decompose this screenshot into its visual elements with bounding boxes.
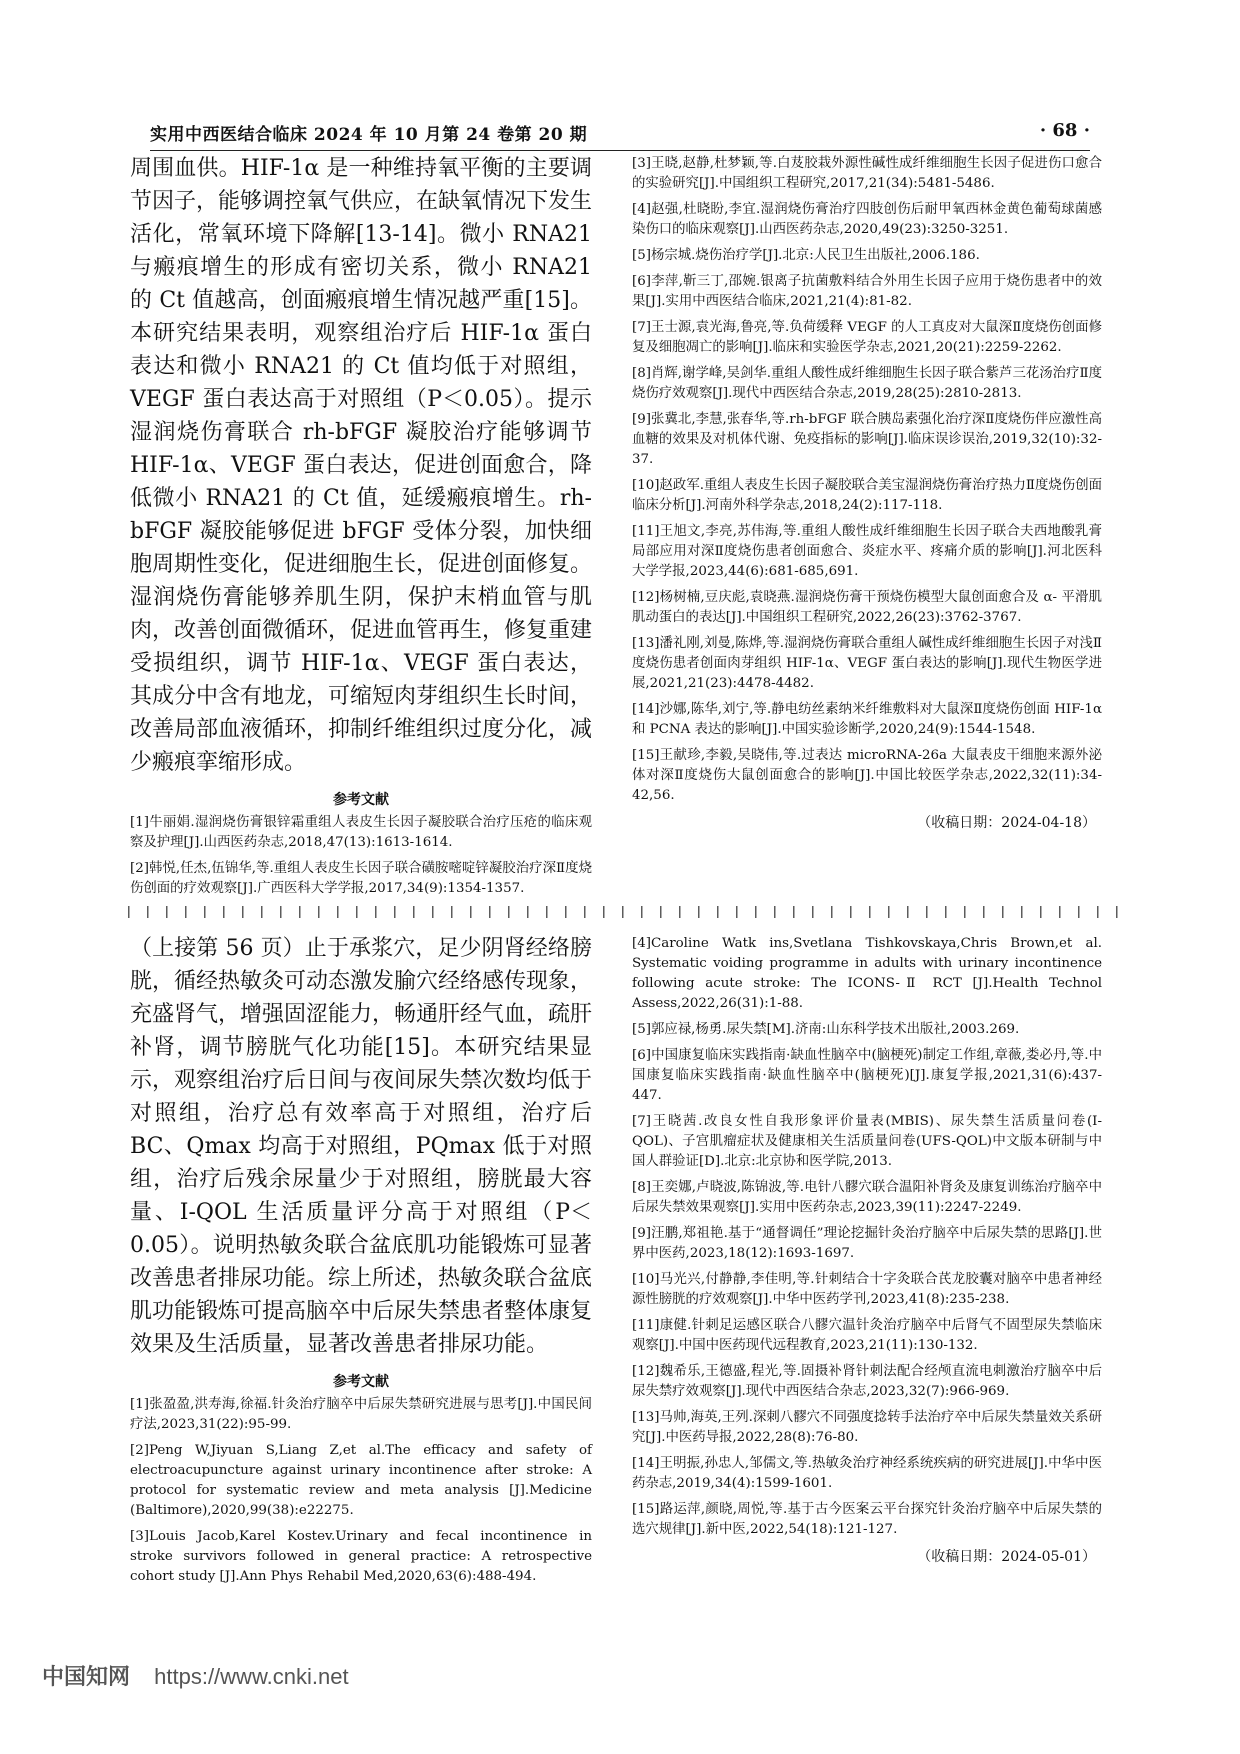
reference-item: [13]马帅,海英,王列.深刺八髎穴不同强度捻转手法治疗卒中后尿失禁量效关系研究[J].中医药导报,2022,28(8):76-80. (632, 1410, 1102, 1445)
reference-item: [4]赵强,杜晓盼,李宜.湿润烧伤膏治疗四肢创伤后耐甲氧西林金黄色葡萄球菌感染伤口的临床观察[J].山西医药杂志,2020,49(23):3250-3251. (632, 202, 1102, 237)
reference-item: [9]汪鹏,郑祖艳.基于“通督调任”理论挖掘针灸治疗脑卒中后尿失禁的思路[J].世界中医药,2023,18(12):1693-1697. (632, 1226, 1102, 1261)
reference-item: [7]王晓茜.改良女性自我形象评价量表(MBIS)、尿失禁生活质量问卷(I-QOL)、子宫肌瘤症状及健康相关生活质量问卷(UFS-QOL)中文版本研制与中国人群验证[D].北京:北京协和医学院,2013. (632, 1114, 1102, 1169)
reference-item: [10]赵政军.重组人表皮生长因子凝胶联合美宝湿润烧伤膏治疗热力Ⅱ度烧伤创面临床分析[J].河南外科学杂志,2018,24(2):117-118. (632, 478, 1102, 513)
header-rule (150, 150, 1090, 151)
reference-item: [11]王旭文,李亮,苏伟海,等.重组人酸性成纤维细胞生长因子联合夫西地酸乳膏局部应用对深Ⅱ度烧伤患者创面愈合、炎症水平、疼痛介质的影响[J].河北医科大学学报,2023,44(6):681-685,691. (632, 524, 1102, 579)
body-paragraph: （上接第 56 页）止于承浆穴，足少阴肾经络膀胱，循经热敏灸可动态激发腧穴经络感传现象，充盛肾气，增强固涩能力，畅通肝经气血，疏肝补肾，调节膀胱气化功能[15]。本研究结果显示，观察组治疗后日间与夜间尿失禁次数均低于对照组，治疗总有效率高于对照组，治疗后 BC、Qmax 均高于对照组，PQmax 低于对照组，治疗后残余尿量少于对照组，膀胱最大容量、I-QOL 生活质量评分高于对照组（P＜0.05）。说明热敏灸联合盆底肌功能锻炼可显著改善患者排尿功能。综上所述，热敏灸联合盆底肌功能锻炼可提高脑卒中后尿失禁患者整体康复效果及生活质量，显著改善患者排尿功能。 (130, 936, 593, 1357)
reference-item: [13]潘礼刚,刘曼,陈烨,等.湿润烧伤膏联合重组人碱性成纤维细胞生长因子对浅Ⅱ度烧伤患者创面肉芽组织 HIF-1α、VEGF 蛋白表达的影响[J].现代生物医学进展,2021,21(23):4478-4482. (632, 636, 1102, 691)
reference-item: [1]张盈盈,洪寿海,徐福.针灸治疗脑卒中后尿失禁研究进展与思考[J].中国民间疗法,2023,31(22):95-99. (130, 1397, 592, 1432)
reference-item: [3]王晓,赵静,杜梦颖,等.白芨胶栽外源性碱性成纤维细胞生长因子促进伤口愈合的实验研究[J].中国组织工程研究,2017,21(34):5481-5486. (632, 156, 1102, 191)
page-number: · 68 · (1039, 120, 1090, 141)
reference-item: [14]王明振,孙忠人,邹儒文,等.热敏灸治疗神经系统疾病的研究进展[J].中华中医药杂志,2019,34(4):1599-1601. (632, 1456, 1102, 1491)
page-header (150, 120, 1090, 150)
bottom-right-column (632, 934, 1102, 1566)
reference-item: [3]Louis Jacob,Karel Kostev.Urinary and fecal incontinence in stroke survivors followed in general practice: A retrospective cohort study [J].Ann Phys Rehabil Med,2020,63(6):488-494. (130, 1529, 592, 1584)
reference-list (130, 1395, 592, 1587)
cnki-url[interactable]: https://www.cnki.net (154, 1664, 349, 1689)
reference-item: [2]Peng W,Jiyuan S,Liang Z,et al.The efficacy and safety of electroacupuncture against urinary incontinence after stroke: A protocol for systematic review and meta analysis [J].Medicine (Baltimore),2020,99(38):e22275. (130, 1443, 592, 1518)
cnki-logo: 中国知网 (42, 1664, 131, 1689)
received-date: （收稿日期：2024-04-18） (917, 815, 1096, 831)
reference-item: [15]路运萍,颜晓,周悦,等.基于古今医案云平台探究针灸治疗脑卒中后尿失禁的选穴规律[J].新中医,2022,54(18):121-127. (632, 1502, 1102, 1537)
reference-item: [12]魏希乐,王德盛,程光,等.固摄补肾针刺法配合经颅直流电刺激治疗脑卒中后尿失禁疗效观察[J].现代中西医结合杂志,2023,32(7):966-969. (632, 1364, 1102, 1399)
reference-item: [15]王献珍,李毅,吴晓伟,等.过表达 microRNA-26a 大鼠表皮干细胞来源外泌体对深Ⅱ度烧伤大鼠创面愈合的影响[J].中国比较医学杂志,2022,32(11):34-42,56. (632, 748, 1102, 803)
reference-item: [6]中国康复临床实践指南·缺血性脑卒中(脑梗死)制定工作组,章薇,娄必丹,等.中国康复临床实践指南·缺血性脑卒中(脑梗死)[J].康复学报,2021,31(6):437-447. (632, 1048, 1102, 1103)
reference-list (632, 934, 1102, 1540)
references-heading: 参考文献 (333, 1374, 389, 1390)
reference-list (130, 813, 592, 899)
reference-item: [12]杨树楠,豆庆彪,袁晓燕.湿润烧伤膏干预烧伤模型大鼠创面愈合及 α- 平滑肌肌动蛋白的表达[J].中国组织工程研究,2022,26(23):3762-3767. (632, 590, 1102, 625)
reference-item: [9]张冀北,李慧,张春华,等.rh-bFGF 联合胰岛素强化治疗深Ⅱ度烧伤伴应激性高血糖的效果及对机体代谢、免疫指标的影响[J].临床误诊误治,2019,32(10):32-37. (632, 412, 1102, 467)
references-heading: 参考文献 (333, 792, 389, 808)
received-date: （收稿日期：2024-05-01） (917, 1549, 1096, 1565)
reference-item: [6]李萍,靳三丁,邵婉.银离子抗菌敷料结合外用生长因子应用于烧伤患者中的效果[J].实用中西医结合临床,2021,21(4):81-82. (632, 274, 1102, 309)
top-right-column (632, 154, 1102, 832)
reference-item: [10]马光兴,付静静,李佳明,等.针刺结合十字灸联合芪龙胶囊对脑卒中患者神经源性膀胱的疗效观察[J].中华中医药学刊,2023,41(8):235-238. (632, 1272, 1102, 1307)
reference-item: [7]王士源,袁光海,鲁亮,等.负荷缓释 VEGF 的人工真皮对大鼠深Ⅱ度烧伤创面修复及细胞凋亡的影响[J].临床和实验医学杂志,2021,20(21):2259-2262. (632, 320, 1102, 355)
cnki-footer (42, 1660, 349, 1691)
reference-item: [8]王奕娜,卢晓波,陈锦波,等.电针八髎穴联合温阳补肾灸及康复训练治疗脑卒中后尿失禁效果观察[J].实用中医药杂志,2023,39(11):2247-2249. (632, 1180, 1102, 1215)
reference-item: [4]Caroline Watk ins,Svetlana Tishkovskaya,Chris Brown,et al. Systematic voiding programme in adults with urinary incontinence following acute stroke: The ICONS-Ⅱ RCT [J].Health Technol Assess,2022,26(31):1-88. (632, 936, 1102, 1011)
reference-item: [5]杨宗城.烧伤治疗学[J].北京:人民卫生出版社,2006.186. (632, 248, 980, 263)
journal-title: 实用中西医结合临床 2024 年 10 月第 24 卷第 20 期 (150, 125, 588, 145)
top-left-column (130, 152, 592, 905)
article-divider (128, 906, 1128, 918)
reference-item: [1]牛丽娟.湿润烧伤膏银锌霜重组人表皮生长因子凝胶联合治疗压疮的临床观察及护理[J].山西医药杂志,2018,47(13):1613-1614. (130, 815, 592, 850)
reference-item: [2]韩悦,任杰,伍锦华,等.重组人表皮生长因子联合磺胺嘧啶锌凝胶治疗深Ⅱ度烧伤创面的疗效观察[J].广西医科大学学报,2017,34(9):1354-1357. (130, 861, 592, 896)
reference-list (632, 154, 1102, 806)
bottom-left-column (130, 932, 592, 1593)
reference-item: [8]肖辉,谢学峰,吴剑华.重组人酸性成纤维细胞生长因子联合紫芦三花汤治疗Ⅱ度烧伤疗效观察[J].现代中西医结合杂志,2019,28(25):2810-2813. (632, 366, 1102, 401)
reference-item: [14]沙娜,陈华,刘宁,等.静电纺丝素纳米纤维敷料对大鼠深Ⅱ度烧伤创面 HIF-1α 和 PCNA 表达的影响[J].中国实验诊断学,2020,24(9):1544-1548. (632, 702, 1102, 737)
body-paragraph: 周围血供。HIF-1α 是一种维持氧平衡的主要调节因子，能够调控氧气供应，在缺氧情况下发生活化，常氧环境下降解[13-14]。微小 RNA21 与瘢痕增生的形成有密切关系，微小 RNA21 的 Ct 值越高，创面瘢痕增生情况越严重[15]。本研究结果表明，观察组治疗后 HIF-1α 蛋白表达和微小 RNA21 的 Ct 值均低于对照组，VEGF 蛋白表达高于对照组（P＜0.05）。提示湿润烧伤膏联合 rh-bFGF 凝胶治疗能够调节 HIF-1α、VEGF 蛋白表达，促进创面愈合，降低微小 RNA21 的 Ct 值，延缓瘢痕增生。rh-bFGF 凝胶能够促进 bFGF 受体分裂，加快细胞周期性变化，促进细胞生长，促进创面修复。湿润烧伤膏能够养肌生阴，保护末梢血管与肌肉，改善创面微循环，促进血管再生，修复重建受损组织，调节 HIF-1α、VEGF 蛋白表达，其成分中含有地龙，可缩短肉芽组织生长时间，改善局部血液循环，抑制纤维组织过度分化，减少瘢痕挛缩形成。 (130, 156, 593, 775)
reference-item: [11]康健.针刺足运感区联合八髎穴温针灸治疗脑卒中后肾气不固型尿失禁临床观察[J].中国中医药现代远程教育,2023,21(11):130-132. (632, 1318, 1102, 1353)
reference-item: [5]郭应禄,杨勇.尿失禁[M].济南:山东科学技术出版社,2003.269. (632, 1022, 1020, 1037)
